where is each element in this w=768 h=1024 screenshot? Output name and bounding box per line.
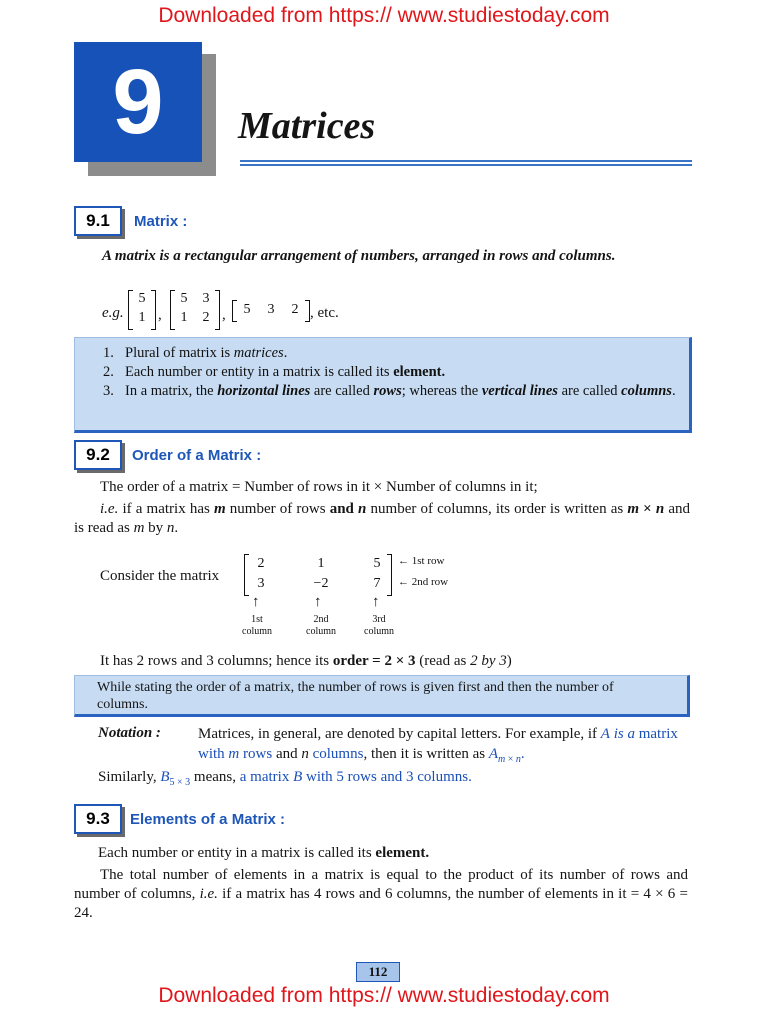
row-label-1: ← 1st row: [398, 555, 445, 567]
eg-suffix: , etc.: [310, 305, 339, 321]
page-number: 112: [356, 962, 400, 982]
arrow-up-icon: ↑: [252, 594, 260, 610]
column-label-line: column: [306, 626, 336, 637]
example-square-matrix: [170, 290, 220, 330]
order-definition: The order of a matrix = Number of rows in it × Number of columns in it;: [100, 479, 538, 495]
matrix-cell: 5: [243, 302, 251, 317]
matrix-cell: 1: [138, 310, 146, 325]
column-label-1: [232, 614, 282, 638]
download-link-bottom[interactable]: Downloaded from https:// www.studiestoday.com: [158, 984, 610, 1007]
notation-text: Matrices, in general, are denoted by capital letters. For example, if A is a matrix with m rows and n columns, then it is written as $A_{m \times n}$.: [198, 726, 678, 765]
example-row-matrix: [232, 300, 310, 322]
column-label-line: 2nd: [313, 614, 329, 625]
matrix-cell: 5: [138, 291, 146, 306]
note-item: [99, 363, 679, 382]
elements-definition: Each number or entity in a matrix is called its element.: [98, 845, 430, 861]
note-number: 3.: [103, 383, 114, 399]
chapter-number: 9: [74, 42, 202, 162]
column-label-2: [296, 614, 346, 638]
title-rule: [240, 164, 692, 166]
matrix-cell: 1: [317, 556, 325, 571]
column-label-line: column: [364, 626, 394, 637]
matrix-cell: 3: [267, 302, 275, 317]
matrix-cell: 1: [180, 310, 188, 325]
section-title-elements: Elements of a Matrix :: [130, 811, 286, 828]
similarly-text: Similarly, $B_{5 \times 3}$ means, a matrix B with 5 rows and 3 columns.: [98, 769, 472, 788]
matrix-cell: 7: [373, 576, 381, 591]
section-number-9-3: 9.3: [74, 804, 122, 834]
example-column-matrix: [128, 290, 156, 330]
matrix-cell: 2: [257, 556, 265, 571]
note-number: 2.: [103, 364, 114, 380]
matrix-cell: −2: [313, 576, 329, 591]
section-title-order: Order of a Matrix :: [132, 447, 262, 464]
arrow-up-icon: ↑: [372, 594, 380, 610]
note-number: 1.: [103, 345, 114, 361]
column-label-line: 3rd: [372, 614, 386, 625]
comma: ,: [222, 307, 226, 323]
order-result: It has 2 rows and 3 columns; hence its order = 2 × 3 (read as 2 by 3): [100, 653, 512, 669]
column-label-3: [354, 614, 404, 638]
matrix-cell: 5: [180, 291, 188, 306]
notation-label: Notation :: [98, 725, 161, 741]
arrow-up-icon: ↑: [314, 594, 322, 610]
note-item: [99, 344, 679, 363]
order-note-text: While stating the order of a matrix, the number of rows is given first and then the number of columns.: [97, 680, 614, 712]
note-text: In a matrix, the horizontal lines are called rows; whereas the vertical lines are called columns.: [125, 383, 676, 399]
chapter-title: Matrices: [238, 105, 376, 147]
matrix-cell: 2: [291, 302, 299, 317]
comma: ,: [158, 307, 162, 323]
matrix-cell: 3: [202, 291, 210, 306]
order-explanation: i.e. if a matrix has m number of rows and n number of columns, its order is written as m × n and is read as m by n.: [74, 501, 690, 536]
eg-label: e.g.: [102, 305, 124, 321]
matrix-cell: 3: [257, 576, 265, 591]
title-rule: [240, 160, 692, 162]
notes-box: [74, 337, 692, 433]
note-text: Plural of matrix is matrices.: [125, 345, 288, 361]
note-item: [99, 382, 679, 401]
example-matrix-2x3: [244, 554, 392, 596]
note-text: Each number or entity in a matrix is called its element.: [125, 364, 446, 380]
matrix-cell: 2: [202, 310, 210, 325]
section-number-9-2: 9.2: [74, 440, 122, 470]
elements-count-text: The total number of elements in a matrix is equal to the product of its number of rows and number of columns, i.e. if a matrix has 4 rows and 6 columns, the number of elements in it = 4 × 6 = 24.: [74, 867, 688, 921]
matrix-cell: 5: [373, 556, 381, 571]
column-label-line: column: [242, 626, 272, 637]
row-label-2: ← 2nd row: [398, 576, 449, 588]
section-number-9-1: 9.1: [74, 206, 122, 236]
download-link-top[interactable]: Downloaded from https:// www.studiestoday.com: [158, 4, 610, 27]
section-title-matrix: Matrix :: [134, 213, 188, 230]
consider-label: Consider the matrix: [100, 568, 220, 584]
order-note-box: [74, 675, 690, 717]
matrix-definition: A matrix is a rectangular arrangement of numbers, arranged in rows and columns.: [102, 248, 616, 264]
column-label-line: 1st: [251, 614, 263, 625]
